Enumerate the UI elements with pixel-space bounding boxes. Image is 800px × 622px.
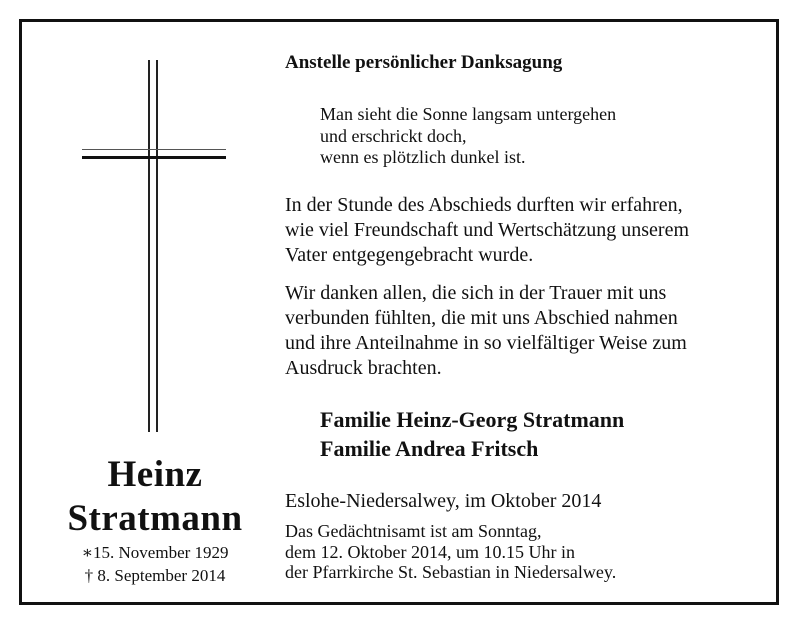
poem-line: und erschrickt doch, <box>320 125 467 146</box>
paragraph-line: wie viel Freundschaft und Wertschätzung unserem <box>285 219 690 241</box>
thanks-paragraph-2 <box>285 281 687 381</box>
service-line: der Pfarrkirche St. Sebastian in Niedersalwey. <box>285 562 617 582</box>
family-name: Familie Heinz-Georg Stratmann <box>320 407 625 432</box>
deceased-last-name: Stratmann <box>67 498 243 539</box>
cross-horizontal-line-thin <box>82 149 226 150</box>
service-line: Das Gedächtnisamt ist am Sonntag, <box>285 521 542 541</box>
paragraph-line: In der Stunde des Abschieds durften wir erfahren, <box>285 194 683 216</box>
cross-horizontal-line-thick <box>82 156 226 159</box>
birth-date: ∗15. November 1929 <box>81 543 229 562</box>
cross-vertical-line-right <box>156 60 158 432</box>
family-name: Familie Andrea Fritsch <box>320 436 539 461</box>
cross-vertical-line-left <box>148 60 150 432</box>
death-date: † 8. September 2014 <box>84 566 226 585</box>
paragraph-line: verbunden fühlten, die mit uns Abschied nahmen <box>285 307 678 329</box>
service-line: dem 12. Oktober 2014, um 10.15 Uhr in <box>285 541 575 562</box>
paragraph-line: Wir danken allen, die sich in der Trauer mit uns <box>285 282 667 304</box>
memorial-service-info <box>285 521 616 583</box>
place-date: Eslohe-Niedersalwey, im Oktober 2014 <box>285 490 602 512</box>
paragraph-line: und ihre Anteilnahme in so vielfältiger Weise zum <box>285 332 687 354</box>
poem-line: wenn es plötzlich dunkel ist. <box>320 147 526 167</box>
poem-line: Man sieht die Sonne langsam untergehen <box>320 104 617 124</box>
paragraph-line: Vater entgegengebracht wurde. <box>285 244 534 266</box>
poem <box>320 104 616 169</box>
paragraph-line: Ausdruck brachten. <box>285 357 442 379</box>
family-signatures <box>320 405 624 463</box>
thanks-paragraph-1 <box>285 193 689 268</box>
notice-heading: Anstelle persönlicher Danksagung <box>285 52 563 73</box>
deceased-first-name: Heinz <box>107 454 203 495</box>
